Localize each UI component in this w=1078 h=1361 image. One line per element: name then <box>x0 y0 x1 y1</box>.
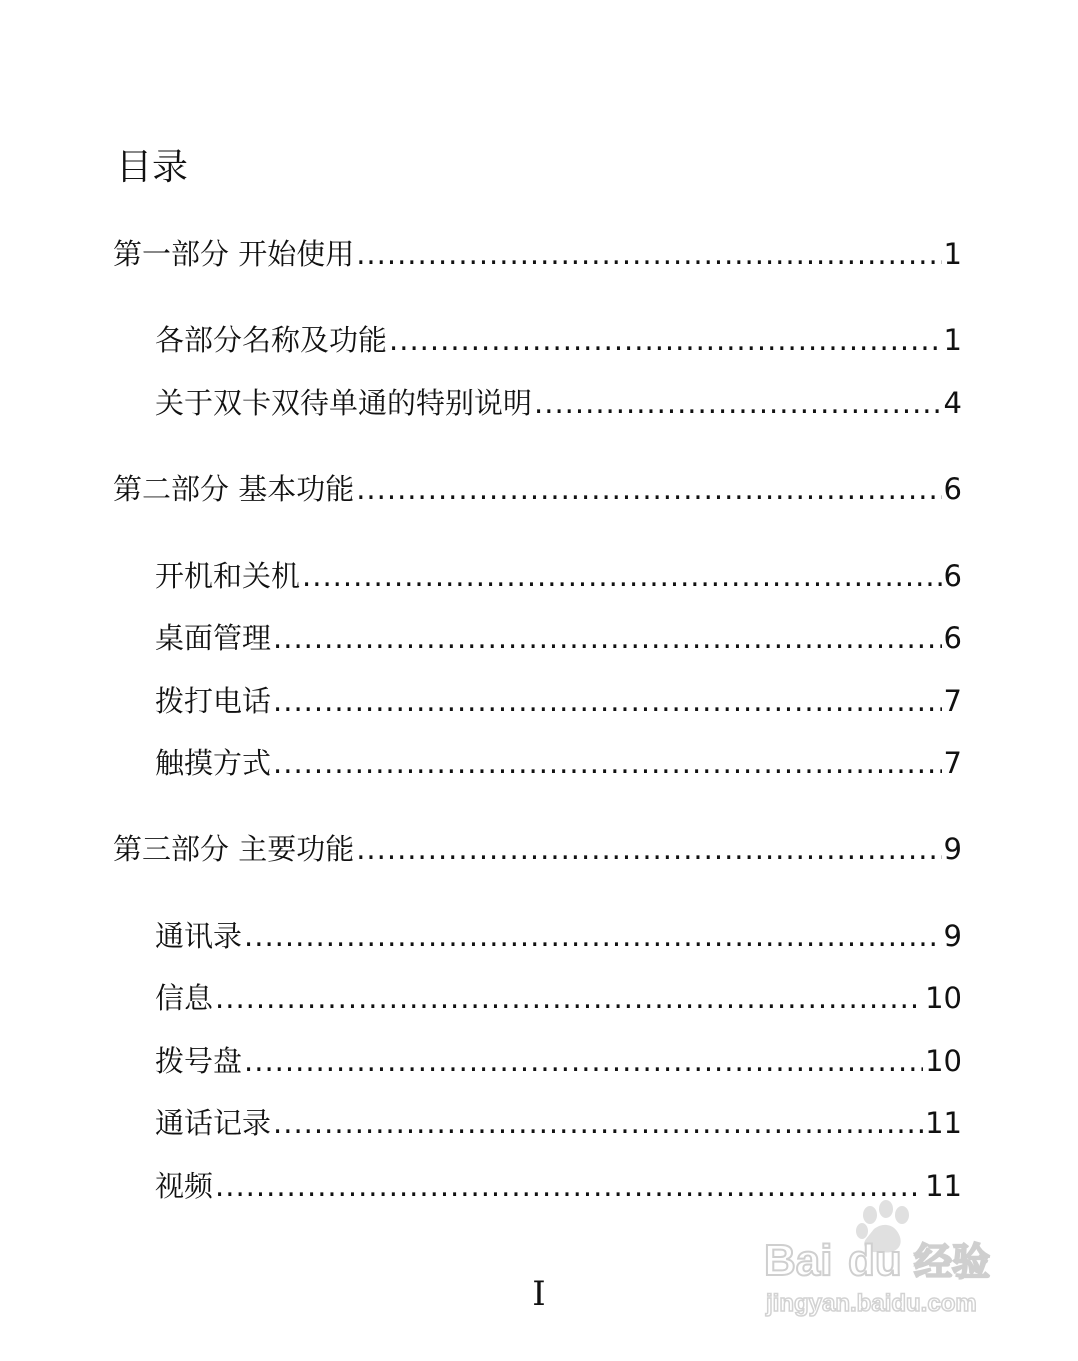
toc-entry-label: 拨号盘 <box>155 1044 243 1078</box>
toc-entry-label: 信息 <box>155 981 214 1015</box>
toc-entry-section[interactable] <box>155 978 962 1018</box>
toc-page-number: 6 <box>943 621 962 655</box>
toc-entry-label: 关于双卡双待单通的特别说明 <box>155 386 533 420</box>
toc-dot-leader <box>273 743 942 783</box>
svg-text:经验: 经验 <box>914 1240 991 1284</box>
toc-entry-section[interactable] <box>155 1103 962 1143</box>
toc-page-number: 1 <box>943 323 962 357</box>
toc-entry-label: 第二部分 基本功能 <box>113 472 355 506</box>
toc-entry-section[interactable] <box>155 320 962 360</box>
toc-dot-leader <box>215 978 923 1018</box>
toc-entry-section[interactable] <box>155 916 962 956</box>
toc-entry-label: 通讯录 <box>155 919 243 953</box>
toc-entry-section[interactable] <box>155 1041 962 1081</box>
toc-dot-leader <box>273 1103 923 1143</box>
toc-entry-part-2[interactable] <box>113 469 962 509</box>
toc-page-number: 10 <box>925 981 962 1015</box>
toc-entry-part-1[interactable] <box>113 234 962 274</box>
toc-page-number: 9 <box>943 832 962 866</box>
toc-page-number: 11 <box>925 1169 962 1203</box>
svg-text:jingyan.baidu.com: jingyan.baidu.com <box>766 1290 977 1317</box>
toc-entry-label: 拨打电话 <box>155 684 272 718</box>
baidu-jingyan-watermark-logo <box>762 1195 1022 1325</box>
toc-page-number: 11 <box>925 1106 962 1140</box>
toc-entry-section[interactable] <box>155 556 962 596</box>
toc-page-number: 9 <box>943 919 962 953</box>
toc-entry-section[interactable] <box>155 618 962 658</box>
toc-entry-label: 第三部分 主要功能 <box>113 832 355 866</box>
toc-dot-leader <box>273 618 942 658</box>
toc-entry-label: 各部分名称及功能 <box>155 323 388 357</box>
svg-text:du: du <box>848 1236 902 1285</box>
page-title: 目录 <box>116 147 189 188</box>
toc-page-number: 7 <box>943 746 962 780</box>
toc-entry-section[interactable] <box>155 383 962 423</box>
toc-dot-leader <box>273 681 942 721</box>
toc-entry-label: 视频 <box>155 1169 214 1203</box>
toc-dot-leader <box>534 383 942 423</box>
footer-page-number: I <box>532 1274 546 1314</box>
toc-dot-leader <box>356 234 941 274</box>
toc-entry-label: 触摸方式 <box>155 746 272 780</box>
toc-dot-leader <box>356 829 941 869</box>
toc-dot-leader <box>244 916 942 956</box>
toc-dot-leader <box>356 469 941 509</box>
toc-page-number: 6 <box>943 472 962 506</box>
toc-dot-leader <box>389 320 942 360</box>
toc-entry-part-3[interactable] <box>113 829 962 869</box>
toc-page-number: 6 <box>943 559 962 593</box>
toc-entry-label: 第一部分 开始使用 <box>113 237 355 271</box>
toc-dot-leader <box>302 556 942 596</box>
toc-page-number: 10 <box>925 1044 962 1078</box>
toc-dot-leader <box>244 1041 923 1081</box>
toc-entry-label: 通话记录 <box>155 1106 272 1140</box>
toc-entry-label: 桌面管理 <box>155 621 272 655</box>
toc-page-number: 4 <box>943 386 962 420</box>
toc-entry-section[interactable] <box>155 681 962 721</box>
toc-page-number: 7 <box>943 684 962 718</box>
toc-entry-section[interactable] <box>155 743 962 783</box>
svg-text:Bai: Bai <box>764 1236 833 1285</box>
toc-entry-label: 开机和关机 <box>155 559 301 593</box>
toc-page-number: 1 <box>943 237 962 271</box>
